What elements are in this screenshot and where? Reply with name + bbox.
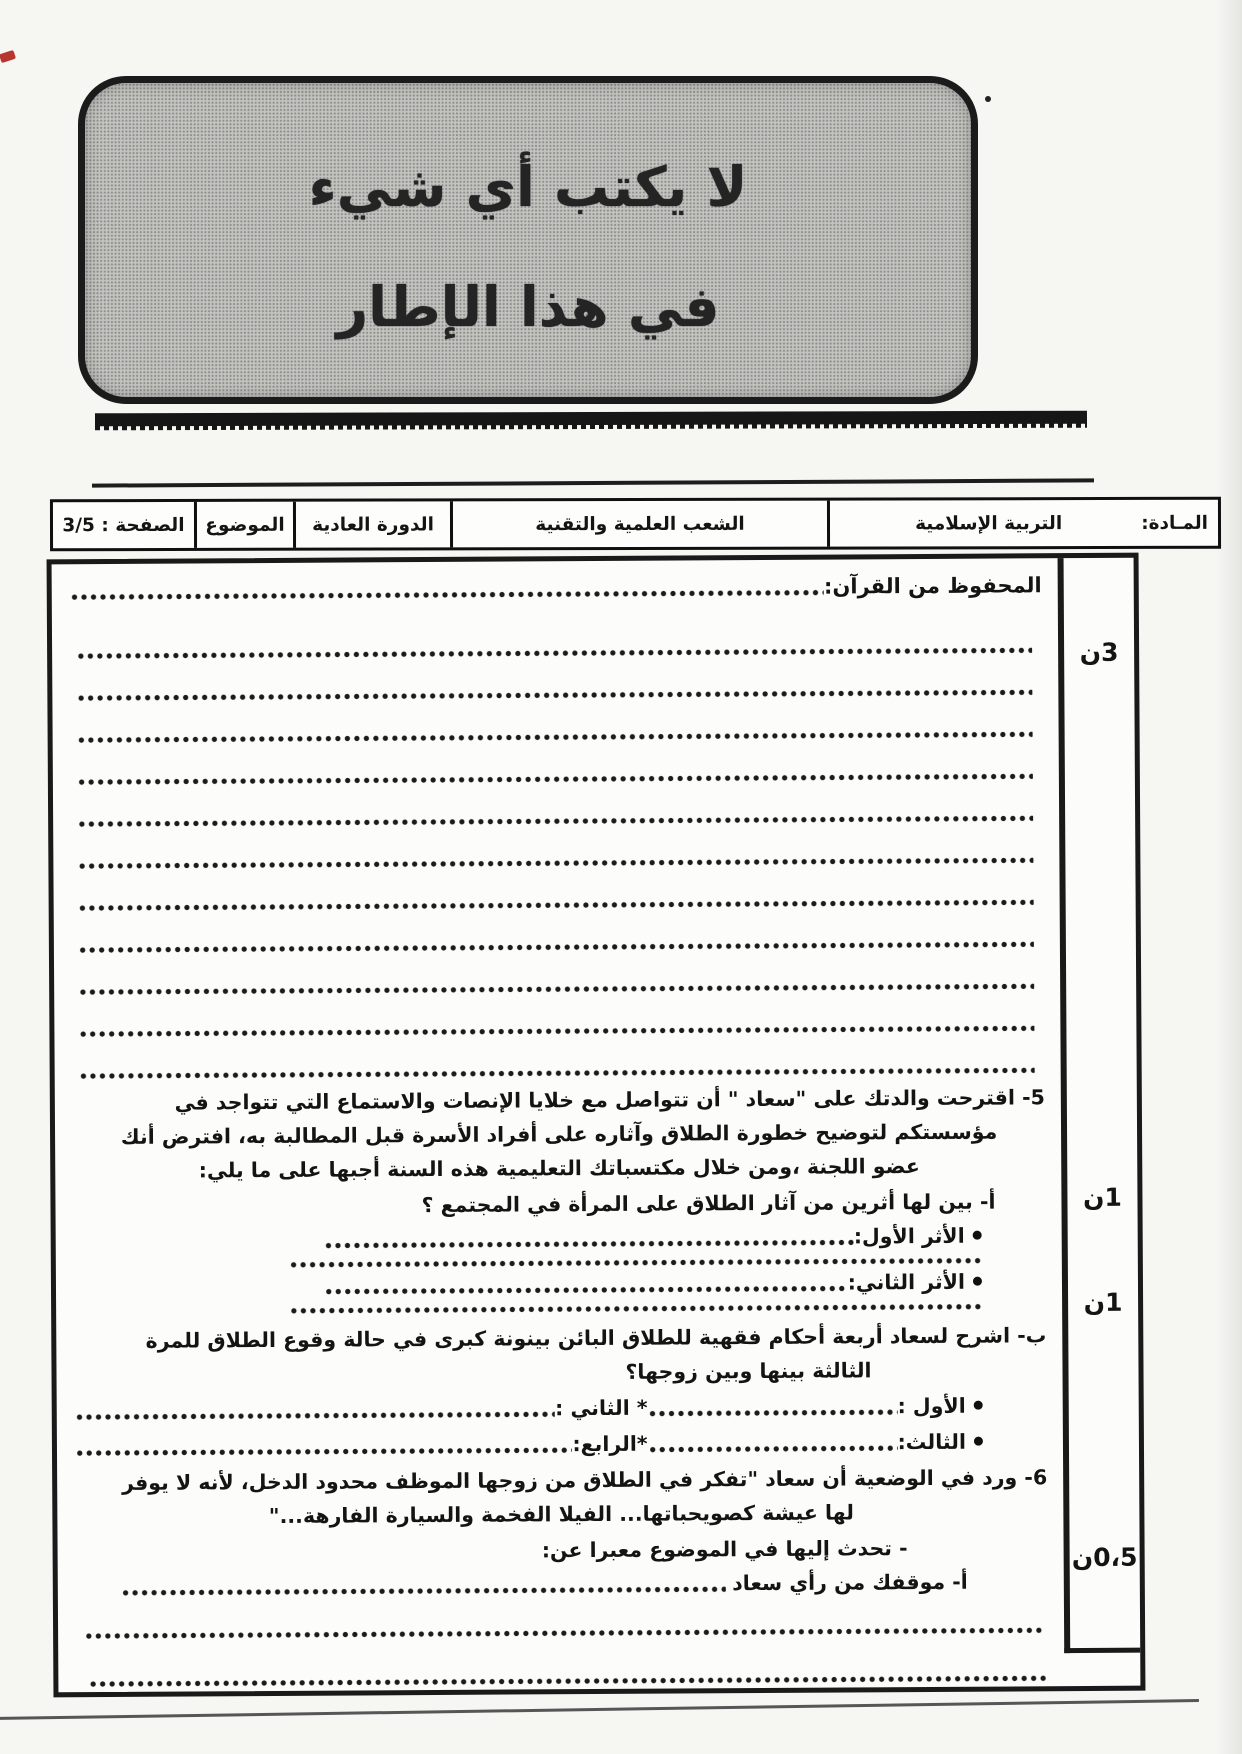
- exam-header-table: [50, 497, 1221, 551]
- answer-dotted-fill: [648, 1444, 898, 1454]
- header-cell-topic: [197, 502, 296, 548]
- mark-q5b: 1ن: [1083, 1287, 1123, 1318]
- answer-dotted-line: [84, 1626, 1044, 1640]
- answer-content: [70, 564, 1049, 1688]
- effect1-label: الأثر الأول:: [853, 1223, 965, 1249]
- separator-thin-line: [92, 478, 1094, 487]
- answer-dotted-line: [78, 898, 1034, 912]
- topic-label: الموضوع: [205, 514, 285, 536]
- bullet-icon: [973, 1277, 982, 1286]
- rulings-row-2: [75, 1425, 983, 1465]
- mark-quran: 3ن: [1079, 637, 1119, 668]
- subject-value: التربية الإسلامية: [915, 512, 1063, 534]
- answer-dotted-fill: [324, 1238, 854, 1249]
- position-label: أ- موقفك من رأي سعاد: [732, 1569, 968, 1596]
- scan-artifact-dot: [985, 96, 991, 102]
- mark-q5a: 1ن: [1082, 1182, 1122, 1213]
- quran-label: المحفوظ من القرآن:: [823, 573, 1042, 599]
- question5-line2: مؤسستكم لتوضيح خطورة الطلاق وآثاره على أفراد الأسرة قبل المطالبة به، افترض أنك: [120, 1119, 998, 1149]
- question6-prompt: - تحدث إليها في الموضوع معبرا عن:: [541, 1536, 908, 1563]
- answer-dotted-line: [78, 982, 1034, 996]
- question5a-heading: أ- بين لها أثرين من آثار الطلاق على المرأة في المجتمع ؟: [421, 1189, 996, 1218]
- answer-dotted-line: [78, 1024, 1034, 1038]
- marks-column: [1058, 558, 1141, 1653]
- answer-dotted-line: [76, 646, 1032, 660]
- scan-edge-shade: [1216, 0, 1242, 1754]
- answer-frame: [47, 553, 1146, 1698]
- header-cell-subject: [830, 500, 1218, 547]
- effect1-row: [324, 1219, 982, 1257]
- header-cell-branch: [453, 501, 830, 548]
- position-row: [76, 1565, 968, 1604]
- scan-artifact-red: [0, 50, 16, 63]
- do-not-write-frame: [78, 76, 978, 404]
- answer-dotted-line: [79, 1066, 1035, 1080]
- page-number-label: الصفحة : 3/5: [62, 514, 185, 536]
- bullet-icon: [974, 1437, 983, 1446]
- answer-dotted-fill: [75, 1446, 573, 1457]
- ruling4-label: *الرابع:: [572, 1431, 648, 1457]
- answer-dotted-line: [76, 688, 1032, 702]
- answer-dotted-fill: [121, 1585, 726, 1597]
- question5-line3: عضو اللجنة ،ومن خلال مكتسباتك التعليمية هذه السنة أجبها على ما يلي:: [198, 1154, 920, 1183]
- answer-dotted-fill: [324, 1284, 848, 1295]
- separator-thick-bar: [95, 411, 1087, 431]
- mark-q6a: 0،5ن: [1071, 1542, 1138, 1573]
- question5-line1: 5- اقترحت والدتك على "سعاد " أن تتواصل مع خلايا الإنصات والاستماع التي تتواجد في: [174, 1085, 1045, 1115]
- effect2-label: الأثر الثاني:: [847, 1269, 966, 1295]
- answer-dotted-line: [77, 772, 1033, 786]
- header-cell-page: [53, 502, 197, 548]
- session-label: الدورة العادية: [312, 513, 434, 536]
- answer-dotted-fill: [70, 589, 824, 602]
- question5b-line2: الثالثة بينها وبين زوجها؟: [625, 1358, 872, 1384]
- answer-dotted-fill: [648, 1408, 898, 1418]
- question6-line2: لها عيشة كصويحباتها... الفيلا الفخمة والسيارة الفارهة...": [268, 1500, 854, 1529]
- quran-memorization-row: [70, 568, 1042, 608]
- branch-label: الشعب العلمية والتقنية: [535, 513, 745, 535]
- header-cell-session: [296, 501, 453, 547]
- answer-dotted-line: [289, 1303, 981, 1315]
- answer-dotted-line: [77, 730, 1033, 744]
- answer-dotted-line: [88, 1674, 1046, 1688]
- answer-dotted-fill: [75, 1410, 555, 1421]
- notice-line-2: في هذا الإطار: [336, 275, 720, 339]
- scan-bottom-line: [0, 1699, 1199, 1720]
- bullet-icon: [974, 1401, 983, 1410]
- subject-label: المـادة:: [1141, 512, 1209, 534]
- question6-line1: 6- ورد في الوضعية أن سعاد "تفكر في الطلاق من زوجها الموظف محدود الدخل، لأنه لا يوفر: [121, 1465, 1048, 1495]
- answer-dotted-line: [77, 814, 1033, 828]
- question5b-line1: ب- اشرح لسعاد أربعة أحكام فقهية للطلاق البائن بينونة كبرى في حالة وقوع الطلاق للمرة: [145, 1323, 1047, 1353]
- answer-dotted-line: [78, 940, 1034, 954]
- bullet-icon: [973, 1231, 982, 1240]
- ruling3-label: الثالث:: [897, 1429, 967, 1455]
- effect2-row: [324, 1265, 982, 1303]
- rulings-row-1: [75, 1389, 983, 1429]
- ruling2-label: * الثاني :: [555, 1395, 648, 1421]
- answer-dotted-line: [77, 856, 1033, 870]
- notice-line-1: لا يكتب أي شيء: [308, 155, 748, 219]
- ruling1-label: الأول :: [897, 1393, 966, 1419]
